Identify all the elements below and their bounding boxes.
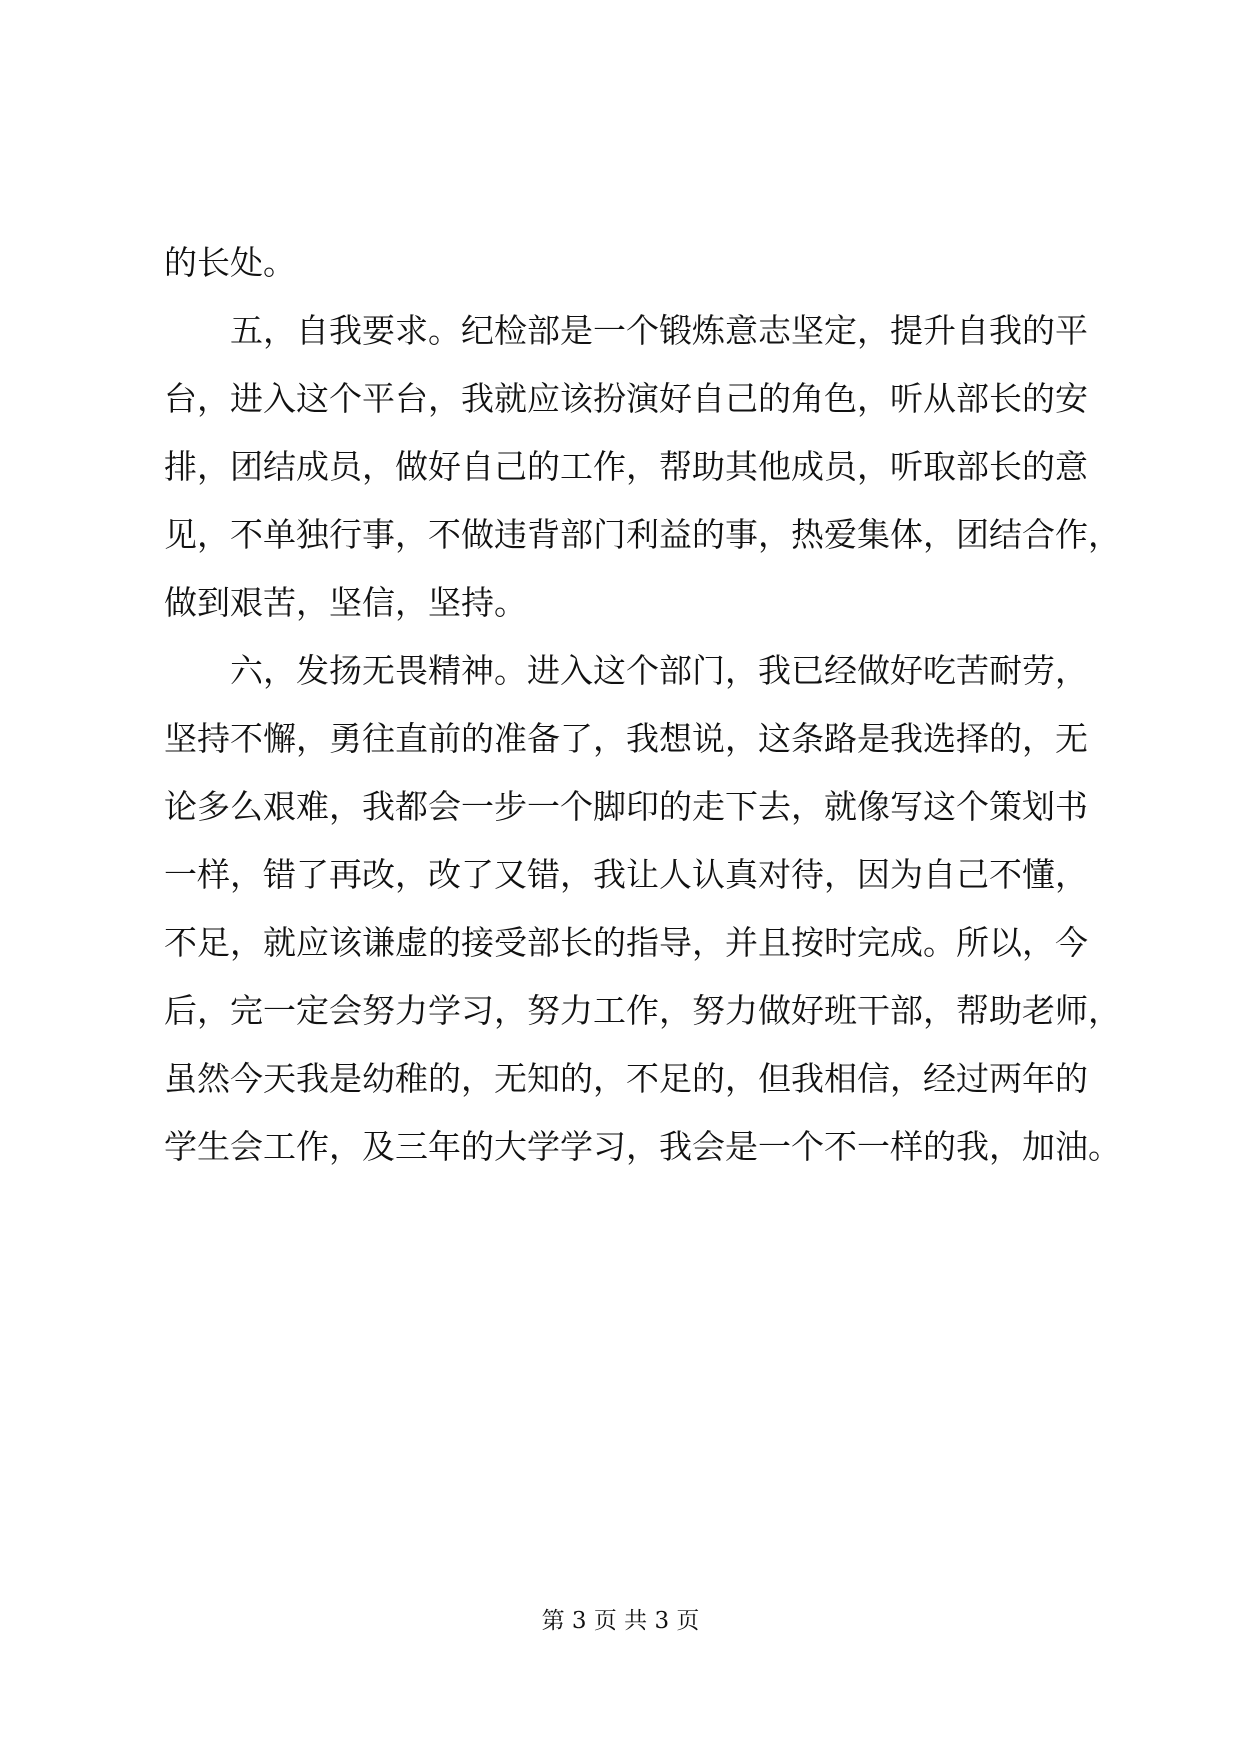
text-line: 六，发扬无畏精神。进入这个部门，我已经做好吃苦耐劳， xyxy=(164,651,1088,690)
document-body xyxy=(164,229,1121,1181)
text-line: 的长处。 xyxy=(164,243,296,282)
text-line: 学生会工作，及三年的大学学习，我会是一个不一样的我，加油。 xyxy=(164,1127,1121,1166)
text-line: 虽然今天我是幼稚的，无知的，不足的，但我相信，经过两年的 xyxy=(164,1059,1088,1098)
page-footer: 第 3 页 共 3 页 xyxy=(541,1608,700,1634)
text-line: 做到艰苦，坚信，坚持。 xyxy=(164,583,527,622)
text-line: 不足，就应该谦虚的接受部长的指导，并且按时完成。所以，今 xyxy=(164,923,1088,962)
text-line: 后，完一定会努力学习，努力工作，努力做好班干部，帮助老师， xyxy=(164,991,1121,1030)
text-line: 排，团结成员，做好自己的工作，帮助其他成员，听取部长的意 xyxy=(164,447,1088,486)
text-line: 论多么艰难，我都会一步一个脚印的走下去，就像写这个策划书 xyxy=(164,787,1088,826)
text-line: 见，不单独行事，不做违背部门利益的事，热爱集体，团结合作， xyxy=(164,515,1121,554)
text-line: 五，自我要求。纪检部是一个锻炼意志坚定，提升自我的平 xyxy=(164,311,1088,350)
text-line: 一样，错了再改，改了又错，我让人认真对待，因为自己不懂， xyxy=(164,855,1088,894)
text-line: 台，进入这个平台，我就应该扮演好自己的角色，听从部长的安 xyxy=(164,379,1088,418)
text-line: 坚持不懈，勇往直前的准备了，我想说，这条路是我选择的，无 xyxy=(164,719,1088,758)
